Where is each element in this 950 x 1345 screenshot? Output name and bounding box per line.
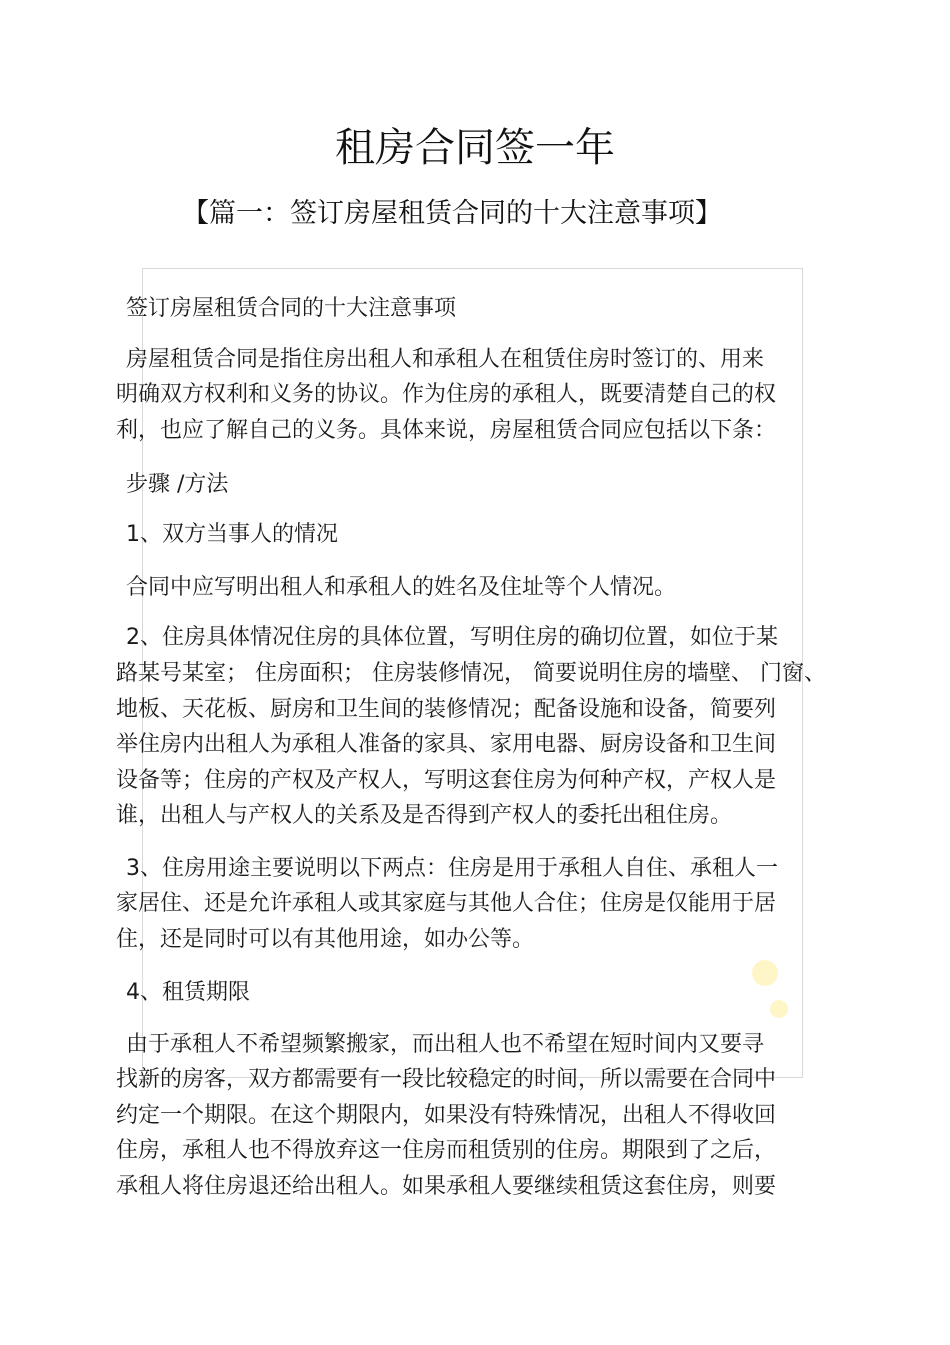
document-title: 租房合同签一年	[335, 125, 615, 171]
paragraph-line: 利，也应了解自己的义务。具体来说，房屋租赁合同应包括以下条：	[116, 418, 777, 443]
document-subtitle: 【篇一：签订房屋租赁合同的十大注意事项】	[182, 198, 722, 229]
paragraph-line: 由于承租人不希望频繁搬家，而出租人也不希望在短时间内又要寻	[126, 1032, 765, 1057]
watermark-sparkle	[770, 1000, 788, 1018]
item-heading: 4、租赁期限	[126, 980, 250, 1005]
section-heading: 签订房屋租赁合同的十大注意事项	[126, 296, 457, 321]
paragraph-line: 地板、天花板、厨房和卫生间的装修情况；配备设施和设备，简要列	[116, 697, 777, 722]
paragraph-line: 3、住房用途主要说明以下两点：住房是用于承租人自住、承租人一	[126, 856, 778, 881]
paragraph-line: 房屋租赁合同是指住房出租人和承租人在租赁住房时签订的、用来	[126, 347, 765, 372]
paragraph-line: 路某号某室； 住房面积； 住房装修情况， 简要说明住房的墙壁、 门窗、	[116, 661, 826, 686]
steps-heading: 步骤 /方法	[126, 472, 229, 497]
paragraph-line: 谁，出租人与产权人的关系及是否得到产权人的委托出租住房。	[116, 803, 733, 828]
paragraph-line: 承租人将住房退还给出租人。如果承租人要继续租赁这套住房，则要	[116, 1174, 777, 1199]
paragraph-line: 合同中应写明出租人和承租人的姓名及住址等个人情况。	[126, 575, 677, 600]
paragraph-line: 找新的房客，双方都需要有一段比较稳定的时间，所以需要在合同中	[116, 1067, 777, 1092]
paragraph-line: 约定一个期限。在这个期限内，如果没有特殊情况，出租人不得收回	[116, 1103, 777, 1128]
paragraph-line: 设备等；住房的产权及产权人，写明这套住房为何种产权，产权人是	[116, 768, 777, 793]
paragraph-line: 住，还是同时可以有其他用途，如办公等。	[116, 927, 535, 952]
paragraph-line: 家居住、还是允许承租人或其家庭与其他人合住；住房是仅能用于居	[116, 891, 777, 916]
paragraph-line: 住房，承租人也不得放弃这一住房而租赁别的住房。期限到了之后，	[116, 1138, 777, 1163]
paragraph-line: 明确双方权利和义务的协议。作为住房的承租人，既要清楚自己的权	[116, 382, 777, 407]
paragraph-line: 2、住房具体情况住房的具体位置，写明住房的确切位置，如位于某	[126, 625, 778, 650]
watermark-sparkle	[752, 960, 778, 986]
item-heading: 1、双方当事人的情况	[126, 522, 338, 547]
paragraph-line: 举住房内出租人为承租人准备的家具、家用电器、厨房设备和卫生间	[116, 732, 777, 757]
